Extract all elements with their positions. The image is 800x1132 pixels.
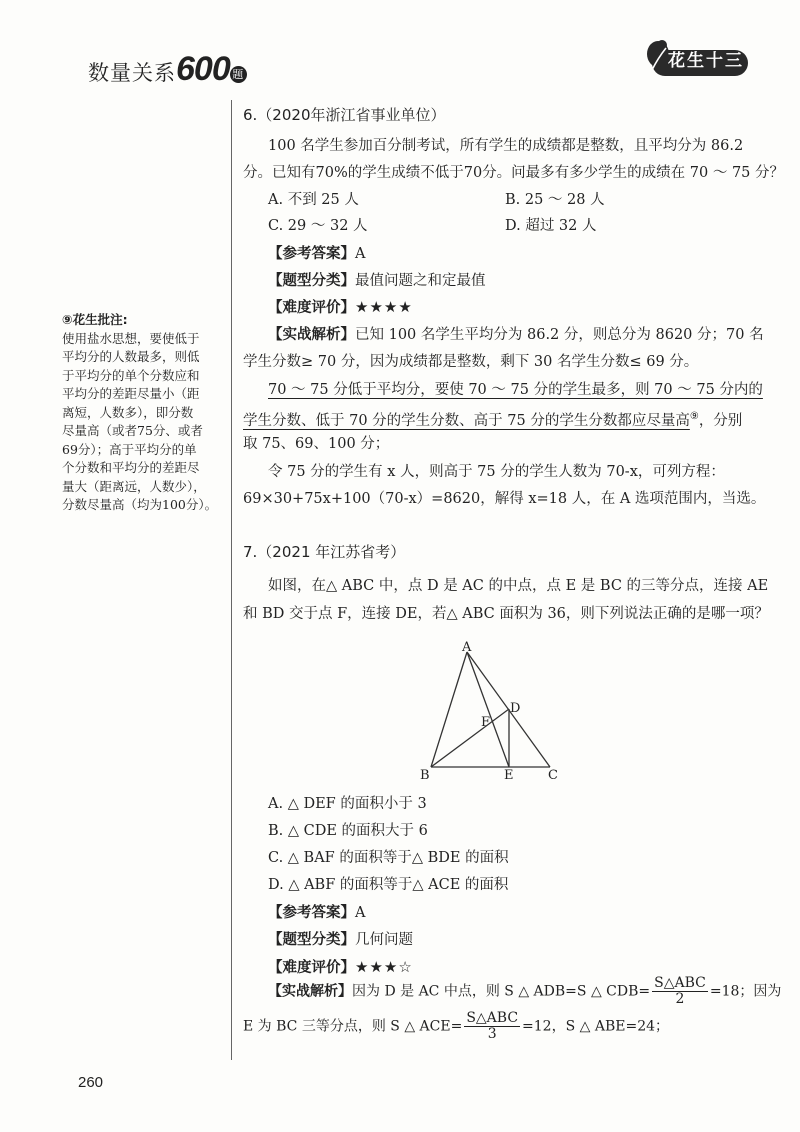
analysis-text: =18；因为 [709,983,782,1000]
book-title [88,50,247,89]
analysis-text: ，分别 [698,412,743,429]
analysis-text: 已知 100 名学生平均分为 86.2 分，则总分为 8620 分；70 名 [355,327,764,343]
q6-analysis-line6: 令 75 分的学生有 x 人，则高于 75 分的学生人数为 70-x，可列方程： [268,464,725,480]
fraction-numerator: S△ABC [654,975,706,991]
difficulty-label: 【难度评价】 [268,960,355,976]
answer-value: A [355,905,366,921]
brand-logo [638,40,750,80]
difficulty-stars: ★★★☆ [355,958,413,976]
footnote-ref: ⑨ [689,411,699,422]
segment-bd [431,709,509,767]
answer-label: 【参考答案】 [268,246,355,262]
page-number: 260 [78,1074,104,1091]
note-title: ⑨花生批注: [62,312,128,327]
type-value: 最值问题之和定最值 [355,273,486,289]
difficulty-stars: ★★★★ [355,298,413,316]
q7-answer [268,903,365,923]
q7-stem-line2: 和 BD 交于点 F，连接 DE，若△ ABC 面积为 36，则下列说法正确的是哪一项？ [243,606,769,622]
label-f: F [481,715,491,730]
q6-option-c: C. 29 ～ 32 人 [268,218,368,234]
edge-ab [431,652,467,767]
note-line: 平均分的人数最多，则低 [62,349,200,364]
note-line: 平均分的差距尽量小（距 [62,386,200,401]
label-d: D [510,701,521,716]
q6-option-d: D. 超过 32 人 [505,218,597,234]
type-value: 几何问题 [355,932,413,948]
q7-stem-line1: 如图，在△ ABC 中，点 D 是 AC 的中点，点 E 是 BC 的三等分点，连接 AE [268,578,769,594]
sidebar-note [62,311,224,515]
q7-difficulty [268,957,413,978]
note-line: 69分）；高于平均分的单 [62,441,197,457]
book-number: 600 [176,50,230,88]
type-label: 【题型分类】 [268,273,355,289]
type-label: 【题型分类】 [268,932,355,948]
q6-analysis-line7: 69×30+75x+100（70-x）=8620，解得 x=18 人，在 A 选项范围内，当选。 [243,491,766,507]
analysis-label: 【实战解析】 [268,327,355,343]
logo-text: 花生十三 [668,51,744,71]
q6-option-b: B. 25 ～ 28 人 [505,192,605,208]
q7-type [268,930,413,950]
answer-value: A [355,246,366,262]
label-b: B [420,768,430,783]
q6-stem-line2: 分。已知有70%的学生成绩不低于70分。问最多有多少学生的成绩在 70 ～ 75 分？ [243,165,785,181]
analysis-text: E 为 BC 三等分点，则 S △ ACE= [243,1018,463,1035]
q6-analysis-line3: 70 ～ 75 分低于平均分，要使 70 ～ 75 分的学生最多，则 70 ～ 75 分内的 [268,382,763,398]
q7-option-b: B. △ CDE 的面积大于 6 [268,823,428,839]
q6-header: 6.（2020年浙江省事业单位） [243,106,446,124]
note-line: 于平均分的单个分数应和 [62,367,200,383]
book-title-text: 数量关系 [88,61,176,85]
fraction-denominator: 3 [487,1026,497,1042]
q6-analysis-line5: 取 75、69、100 分； [243,436,390,452]
note-line: 离短，人数多），即分数 [62,404,194,420]
fraction [652,976,708,1007]
analysis-text: =12，S △ ABE=24； [522,1018,670,1035]
fraction-denominator: 2 [675,991,685,1007]
label-e: E [504,768,514,783]
label-c: C [548,768,558,783]
segment-ae [467,652,509,767]
q6-stem-line1: 100 名学生参加百分制考试，所有学生的成绩都是整数，且平均分为 86.2 [268,138,744,154]
note-line: 使用盐水思想，要使低于 [62,330,200,346]
note-line: 分数尽量高（均为100分）。 [62,497,218,512]
q6-analysis-line2: 学生分数≥ 70 分，因为成绩都是整数，剩下 30 名学生分数≤ 69 分。 [243,354,699,370]
analysis-label: 【实战解析】 [268,983,352,1000]
triangle-figure [410,640,580,785]
q7-option-d: D. △ ABF 的面积等于△ ACE 的面积 [268,877,509,893]
q6-answer [268,244,365,264]
note-line: 个分数和平均分的差距尽 [62,460,200,475]
fraction [464,1011,520,1042]
answer-label: 【参考答案】 [268,905,355,921]
note-line: 量大（距离远，人数少）， [62,478,206,494]
q6-analysis-line1 [268,325,764,345]
q7-header: 7.（2021 年江苏省考） [243,543,406,561]
book-suffix-badge: 题 [230,66,247,83]
note-line: 尽量高（或者75分、或者 [62,423,203,438]
margin-divider [231,100,232,1060]
q7-analysis-line1 [268,976,781,1007]
fraction-numerator: S△ABC [466,1010,519,1026]
q7-option-a: A. △ DEF 的面积小于 3 [268,796,427,812]
label-a: A [462,640,472,655]
q6-analysis-line4 [243,407,742,431]
q6-difficulty [268,297,413,318]
difficulty-label: 【难度评价】 [268,300,355,316]
q6-type [268,271,486,291]
q6-option-a: A. 不到 25 人 [268,192,359,208]
analysis-text: 因为 D 是 AC 中点，则 S △ ADB=S △ CDB= [352,983,651,1000]
q7-option-c: C. △ BAF 的面积等于△ BDE 的面积 [268,850,509,866]
q7-analysis-line2 [243,1011,669,1042]
analysis-underlined: 学生分数、低于 70 分的学生分数、高于 75 分的学生分数都应尽量高 [243,412,690,429]
